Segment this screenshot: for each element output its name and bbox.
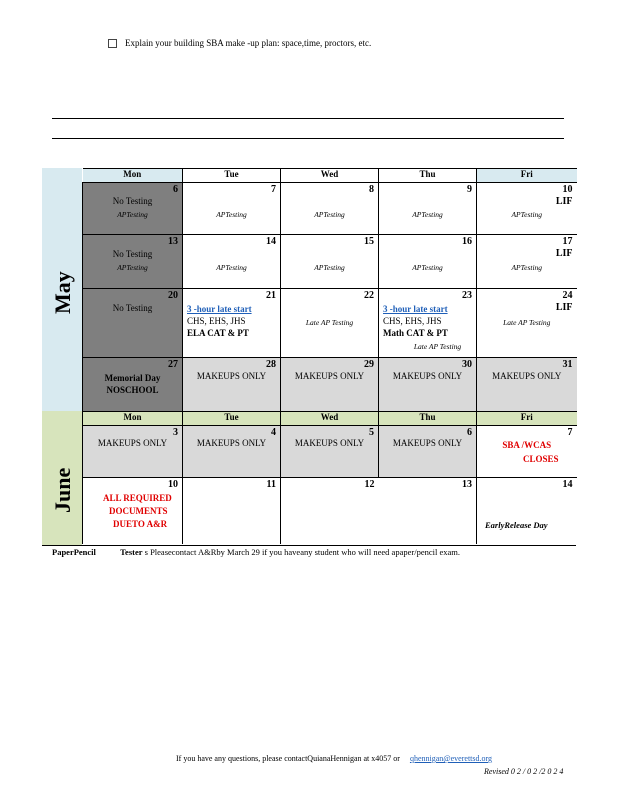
day-number: 31 — [562, 359, 573, 370]
day-cell — [281, 235, 379, 289]
may-week-row — [83, 235, 577, 289]
cell-text-bold: ELA CAT & PT — [187, 328, 249, 338]
day-number: 17 — [562, 236, 573, 247]
cell-note: APTesting — [117, 210, 148, 219]
lif-label: LIF — [555, 302, 573, 313]
day-header-tue: Tue — [183, 169, 281, 183]
day-cell — [477, 426, 577, 478]
day-cell — [379, 426, 477, 478]
cell-text: No Testing — [112, 303, 153, 313]
day-number: 4 — [271, 427, 276, 438]
day-cell — [281, 289, 379, 358]
day-header-thu: Thu — [379, 169, 477, 183]
no-school-label: NOSCHOOL — [106, 385, 159, 395]
day-cell — [183, 183, 281, 235]
day-header-tue: Tue — [183, 412, 281, 426]
day-cell — [83, 358, 183, 412]
contact-email-link[interactable]: qhennigan@everettsd.org — [409, 754, 493, 763]
day-number: 28 — [266, 359, 276, 370]
makeups-label: MAKEUPS ONLY — [196, 438, 267, 448]
required-docs-label-2: DOCUMENTS — [109, 506, 168, 516]
day-header-fri: Fri — [477, 412, 577, 426]
instruction-text: Explain your building SBA make -up plan: space,time, proctors, etc. — [125, 38, 372, 48]
late-start-link[interactable]: 3 -hour late start — [187, 304, 252, 314]
day-cell — [281, 426, 379, 478]
june-header-row — [83, 412, 577, 426]
day-cell — [83, 478, 183, 544]
day-number: 10 — [562, 184, 573, 195]
day-cell — [183, 358, 281, 412]
day-number: 20 — [168, 290, 178, 301]
cell-text: CHS, EHS, JHS — [383, 316, 442, 326]
june-week-row — [83, 426, 577, 478]
day-number: 5 — [369, 427, 374, 438]
day-cell — [379, 183, 477, 235]
makeups-label: MAKEUPS ONLY — [294, 438, 365, 448]
cell-note: APTesting — [216, 263, 247, 272]
day-number: 7 — [271, 184, 276, 195]
cell-note: APTesting — [412, 263, 443, 272]
day-cell — [281, 478, 379, 544]
day-header-mon: Mon — [83, 169, 183, 183]
revised-date: Revised 0 2 / 0 2 /2 0 2 4 — [484, 767, 564, 776]
may-calendar — [82, 168, 577, 412]
cell-text-bold: Math CAT & PT — [383, 328, 448, 338]
day-cell — [83, 289, 183, 358]
cell-text: No Testing — [112, 249, 153, 259]
day-number: 13 — [168, 236, 178, 247]
cell-text: No Testing — [112, 196, 153, 206]
day-cell — [379, 358, 477, 412]
day-header-thu: Thu — [379, 412, 477, 426]
contact-text: If you have any questions, please contactQuianaHennigan at x4057 or — [176, 754, 400, 763]
early-release-label: EarlyRelease Day — [485, 520, 548, 530]
day-cell — [477, 235, 577, 289]
day-header-wed: Wed — [281, 169, 379, 183]
may-week-row — [83, 289, 577, 358]
day-cell — [379, 235, 477, 289]
day-cell — [281, 358, 379, 412]
day-number: 16 — [462, 236, 472, 247]
day-number: 15 — [364, 236, 374, 247]
cell-note: APTesting — [117, 263, 148, 272]
note-bold-label: PaperPencil — [52, 547, 96, 557]
day-cell — [83, 183, 183, 235]
day-number: 9 — [467, 184, 472, 195]
checkbox-bullet-icon — [108, 39, 117, 48]
month-label-june: June — [50, 467, 75, 513]
cell-note: APTesting — [412, 210, 443, 219]
answer-line-1 — [52, 118, 564, 119]
day-number: 10 — [168, 479, 178, 490]
cell-note: APTesting — [314, 263, 345, 272]
cell-note: Late AP Testing — [503, 318, 551, 327]
makeups-label: MAKEUPS ONLY — [492, 371, 562, 381]
cell-note: APTesting — [511, 210, 543, 219]
day-cell — [379, 289, 477, 358]
day-number: 8 — [369, 184, 374, 195]
makeups-label: MAKEUPS ONLY — [294, 371, 365, 381]
day-number: 7 — [567, 427, 573, 438]
note-text: s Pleasecontact A&Rby March 29 if you haveany student who will need apaper/pencil exam. — [144, 547, 460, 557]
note-bold-label-2: Tester — [120, 547, 143, 557]
cell-note: APTesting — [314, 210, 345, 219]
instruction-bullet — [108, 38, 371, 48]
day-cell — [83, 235, 183, 289]
june-calendar — [82, 411, 577, 544]
day-cell — [477, 478, 577, 544]
day-cell — [83, 426, 183, 478]
cell-text: CHS, EHS, JHS — [187, 316, 246, 326]
holiday-label: Memorial Day — [104, 373, 161, 383]
day-number: 14 — [266, 236, 276, 247]
cell-note: Late AP Testing — [305, 318, 354, 327]
day-header-wed: Wed — [281, 412, 379, 426]
day-number: 3 — [173, 427, 178, 438]
day-cell — [281, 183, 379, 235]
day-cell — [477, 358, 577, 412]
day-header-fri: Fri — [477, 169, 577, 183]
day-cell — [477, 183, 577, 235]
may-header-row — [83, 169, 577, 183]
late-start-link[interactable]: 3 -hour late start — [383, 304, 448, 314]
makeups-label: MAKEUPS ONLY — [392, 371, 463, 381]
day-number: 22 — [364, 290, 374, 301]
day-number: 6 — [467, 427, 472, 438]
sba-closes-label: SBA /WCAS — [502, 440, 552, 450]
day-cell — [183, 478, 281, 544]
day-cell — [183, 426, 281, 478]
june-week-row — [83, 478, 577, 544]
makeups-label: MAKEUPS ONLY — [196, 371, 267, 381]
required-docs-label: ALL REQUIRED — [103, 493, 172, 503]
day-number: 23 — [462, 290, 472, 301]
day-number: 12 — [364, 479, 375, 490]
day-number: 14 — [562, 479, 573, 490]
cell-note: APTesting — [511, 263, 543, 272]
day-number: 27 — [168, 359, 178, 370]
day-number: 29 — [364, 359, 374, 370]
sba-closes-label-2: CLOSES — [522, 454, 559, 464]
day-cell — [183, 289, 281, 358]
may-week-row — [83, 358, 577, 412]
may-week-row — [83, 183, 577, 235]
day-number: 30 — [462, 359, 472, 370]
required-docs-label-3: DUETO A&R — [113, 519, 168, 529]
lif-label: LIF — [555, 196, 573, 207]
answer-line-2 — [52, 138, 564, 139]
day-cell — [183, 235, 281, 289]
cell-note: APTesting — [216, 210, 247, 219]
calendar-bottom-rule — [42, 545, 576, 546]
makeups-label: MAKEUPS ONLY — [97, 438, 168, 448]
cell-note: Late AP Testing — [413, 342, 462, 351]
day-cell — [477, 289, 577, 358]
month-label-may: May — [50, 271, 75, 315]
day-number: 21 — [266, 290, 276, 301]
footer-contact — [176, 754, 492, 763]
day-number: 6 — [173, 184, 178, 195]
paper-pencil-note — [52, 547, 460, 557]
makeups-label: MAKEUPS ONLY — [392, 438, 463, 448]
day-number: 11 — [266, 479, 276, 490]
day-header-mon: Mon — [83, 412, 183, 426]
day-cell — [379, 478, 477, 544]
lif-label: LIF — [555, 248, 573, 259]
day-number: 24 — [562, 290, 573, 301]
day-number: 13 — [462, 479, 472, 490]
